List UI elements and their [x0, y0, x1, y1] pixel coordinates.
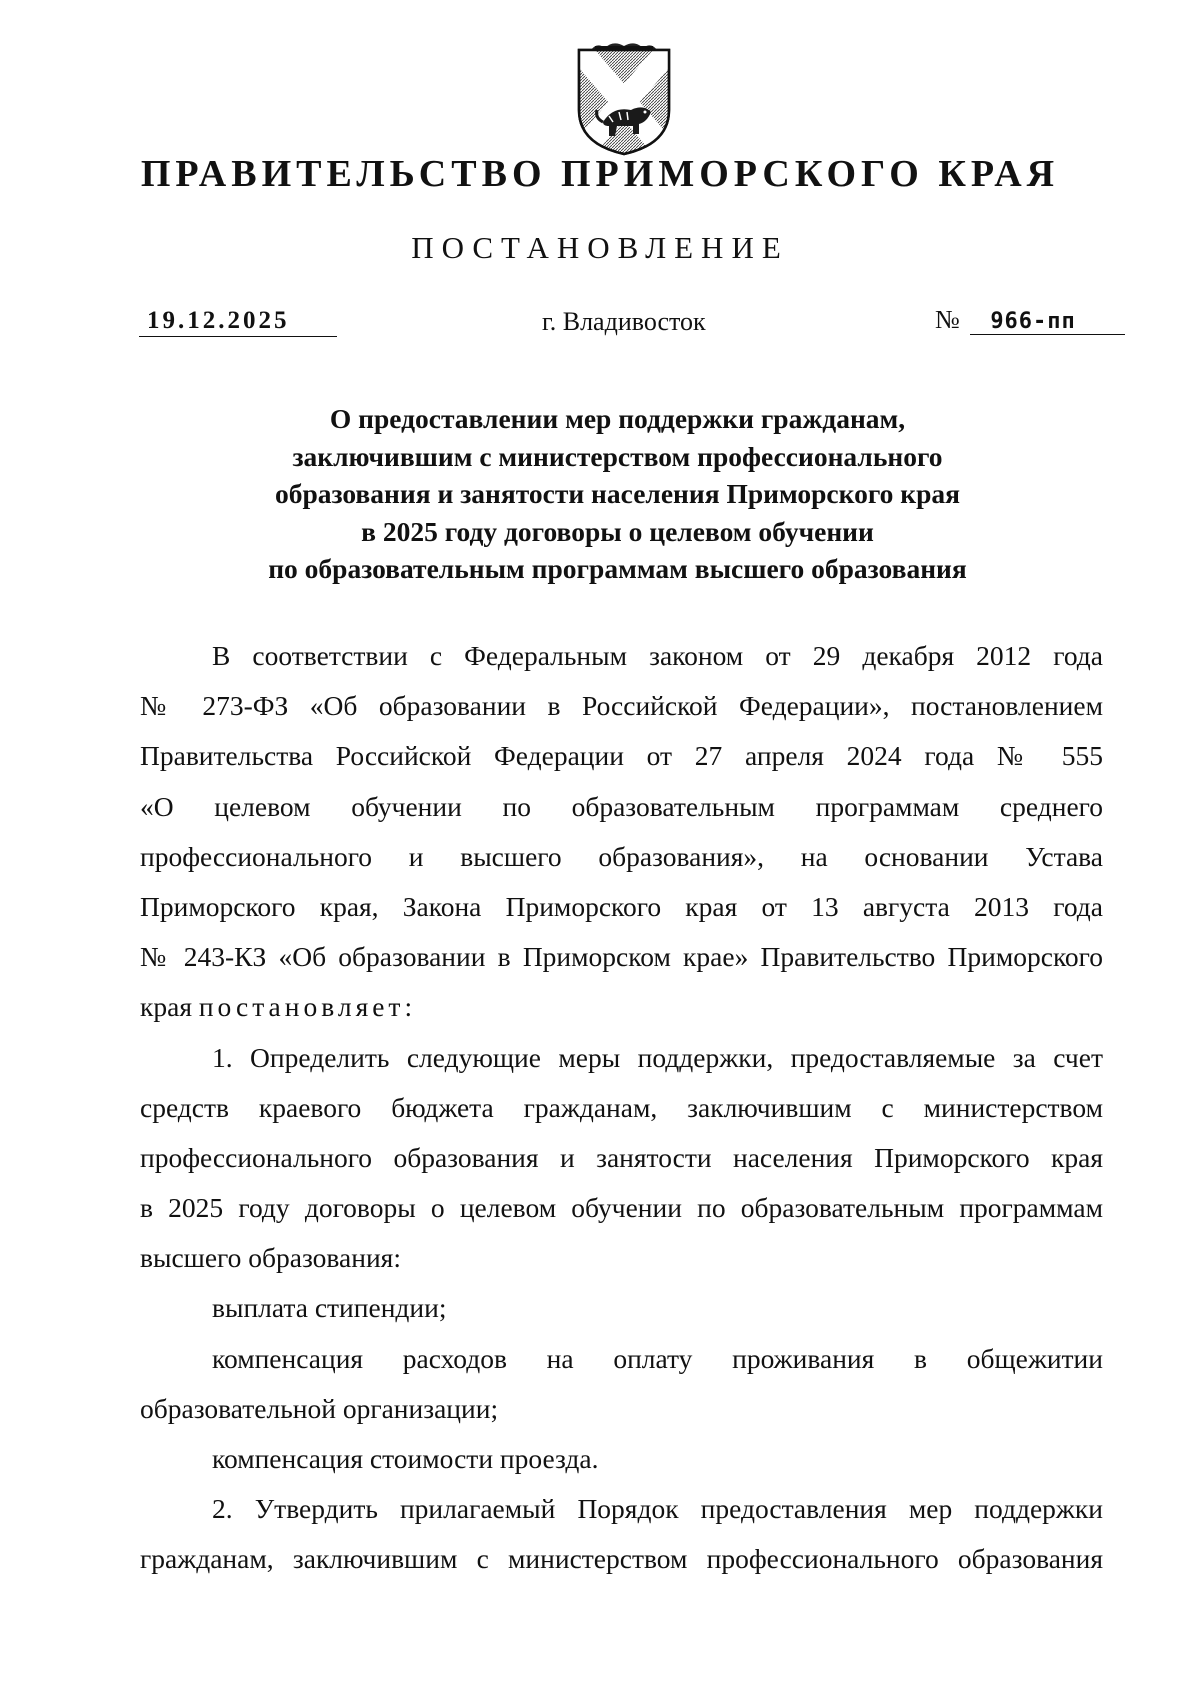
title-line: образования и занятости населения Приморского края	[274, 478, 961, 509]
coat-of-arms-emblem	[573, 40, 675, 158]
body-line: компенсация расходов на оплату проживания в общежитии	[212, 1342, 1103, 1374]
body-line: № 273-ФЗ «Об образовании в Российской Федерации», постановлением	[140, 690, 1103, 722]
document-city: г. Владивосток	[542, 307, 706, 336]
title-line: О предоставлении мер поддержки гражданам,	[329, 403, 906, 434]
organization-name: ПРАВИТЕЛЬСТВО ПРИМОРСКОГО КРАЯ	[140, 153, 1060, 195]
document-body	[140, 631, 1103, 1585]
body-line-text: края	[140, 991, 192, 1023]
body-line: гражданам, заключившим с министерством профессионального образования	[140, 1543, 1103, 1575]
body-line: 1. Определить следующие меры поддержки, предоставляемые за счет	[212, 1041, 1103, 1073]
body-line: образовательной организации;	[140, 1392, 499, 1424]
number-sign: №	[935, 305, 960, 334]
document-number: 966-пп	[970, 309, 1125, 335]
resolves-word: постановляет:	[198, 991, 417, 1023]
body-line: В соответствии с Федеральным законом от 29 декабря 2012 года	[212, 640, 1103, 671]
document-title	[100, 400, 1135, 588]
body-line: в 2025 году договоры о целевом обучении по образовательным программам	[140, 1192, 1103, 1224]
title-line: в 2025 году договоры о целевом обучении	[361, 515, 874, 547]
body-line: средств краевого бюджета гражданам, заключившим с министерством	[140, 1091, 1103, 1123]
document-type: ПОСТАНОВЛЕНИЕ	[411, 230, 789, 265]
body-line: Приморского края, Закона Приморского края от 13 августа 2013 года	[140, 890, 1103, 922]
title-line: по образовательным программам высшего образования	[268, 553, 967, 584]
body-line: высшего образования:	[140, 1242, 401, 1274]
document-date: 19.12.2025	[139, 307, 337, 337]
body-line: № 243-КЗ «Об образовании в Приморском крае» Правительство Приморского	[140, 941, 1103, 973]
body-line: компенсация стоимости проезда.	[212, 1443, 599, 1474]
body-line: профессионального образования и занятости населения Приморского края	[140, 1141, 1103, 1173]
document-number-block	[935, 305, 1125, 335]
body-line	[140, 982, 1103, 1032]
body-line: профессионального и высшего образования», на основании Устава	[140, 840, 1103, 872]
title-line: заключившим с министерством профессионального	[292, 440, 943, 472]
body-line: выплата стипендии;	[212, 1292, 447, 1324]
body-line: 2. Утвердить прилагаемый Порядок предоставления мер поддержки	[212, 1493, 1103, 1525]
body-line: «О целевом обучении по образовательным программам среднего	[140, 790, 1103, 822]
body-line: Правительства Российской Федерации от 27 апреля 2024 года № 555	[140, 740, 1103, 772]
